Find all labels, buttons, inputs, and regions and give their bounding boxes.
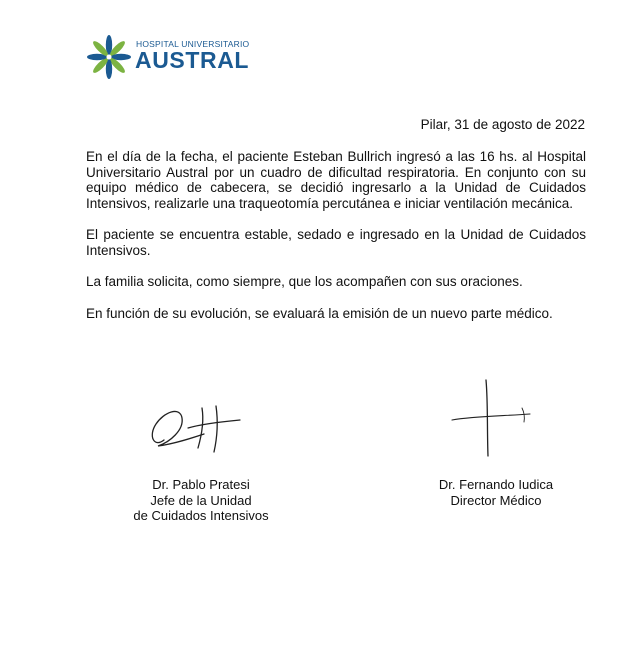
logo-subtitle: HOSPITAL UNIVERSITARIO <box>136 39 250 49</box>
signer-pratesi <box>126 477 276 524</box>
signer-name: Dr. Pablo Pratesi <box>152 477 250 492</box>
letter-date: Pilar, 31 de agosto de 2022 <box>420 117 585 132</box>
paragraph-3: La familia solicita, como siempre, que los acompañen con sus oraciones. <box>86 274 523 289</box>
signer-title: Jefe de la Unidad <box>150 492 252 508</box>
signer-title: Director Médico <box>450 492 542 508</box>
hospital-logo <box>84 32 254 82</box>
flower-logo-icon <box>84 32 134 82</box>
signer-name: Dr. Fernando Iudica <box>438 477 554 492</box>
paragraph-4: En función de su evolución, se evaluará la emisión de un nuevo parte médico. <box>86 305 553 321</box>
signer-iudica <box>426 477 566 508</box>
paragraph-1: En el día de la fecha, el paciente Esteban Bullrich ingresó a las 16 hs. al Hospital Universitario Austral por un cuadro de dificultad respiratoria. En conjunto con su equipo médico de cabecera, se decidió ingresarlo a la Unidad de Cuidados Intensivos, realizarle una traqueotomía percutánea e iniciar ventilación mecánica. <box>86 149 586 211</box>
signer-title: de Cuidados Intensivos <box>133 508 269 523</box>
signature-pratesi <box>144 398 244 458</box>
signature-iudica <box>450 378 535 458</box>
paragraph-2: El paciente se encuentra estable, sedado e ingresado en la Unidad de Cuidados Intensivos. <box>86 227 586 258</box>
letter-body <box>86 149 586 337</box>
logo-title: AUSTRAL <box>135 47 250 73</box>
